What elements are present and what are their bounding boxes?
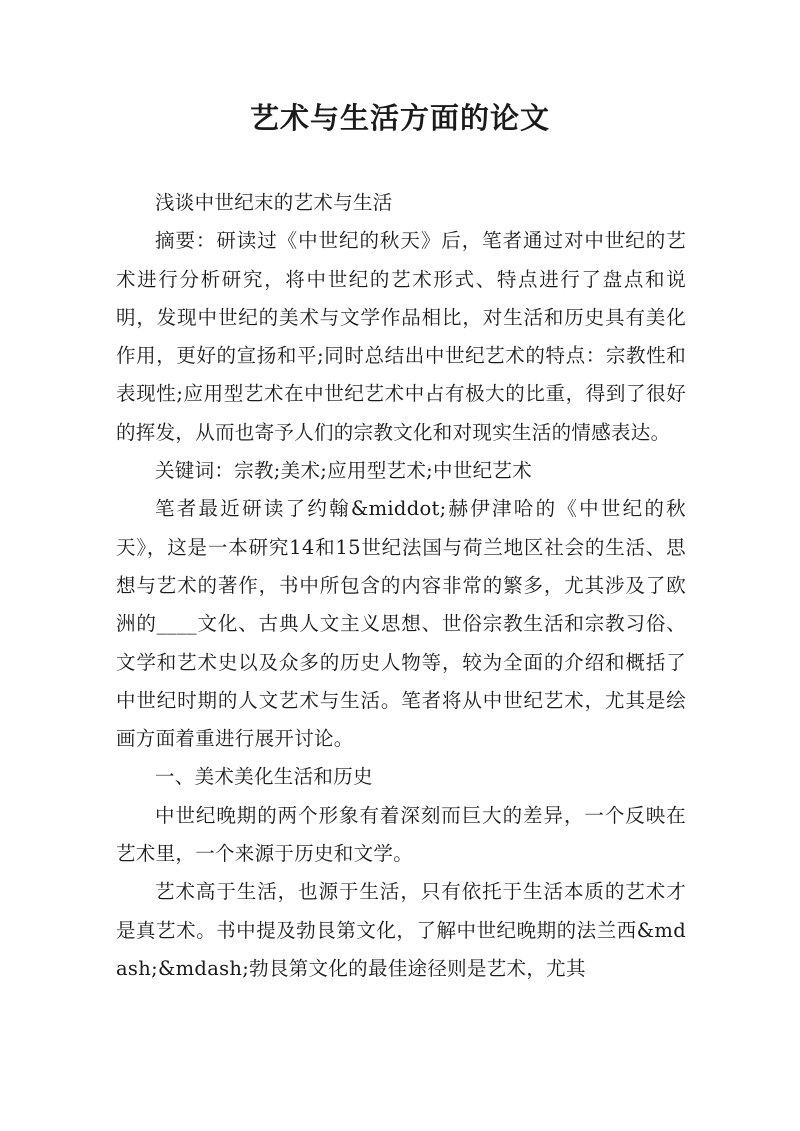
section-heading: 一、美术美化生活和历史 <box>155 765 373 789</box>
body-paragraph: 笔者最近研读了约翰&middot;赫伊津哈的《中世纪的秋天》，这是一本研究14和15世纪法国与荷兰地区社会的生活、思想与艺术的著作，书中所包含的内容非常的繁多，尤其涉及了欧洲的____文化、古典人文主义思想、世俗宗教生活和宗教习俗、文学和艺术史以及众多的历史人物等，较为全面的介绍和概括了中世纪时期的人文艺术与生活。笔者将从中世纪艺术，尤其是绘画方面着重进行展开讨论。 <box>116 497 686 751</box>
document-body <box>116 184 686 988</box>
article-subtitle: 浅谈中世纪末的艺术与生活 <box>155 191 393 214</box>
keywords-paragraph: 关键词：宗教;美术;应用型艺术;中世纪艺术 <box>155 459 533 483</box>
document-title: 艺术与生活方面的论文 <box>249 101 550 135</box>
abstract-paragraph: 摘要：研读过《中世纪的秋天》后，笔者通过对中世纪的艺术进行分析研究，将中世纪的艺术形式、特点进行了盘点和说明，发现中世纪的美术与文学作品相比，对生活和历史具有美化作用，更好的宣扬和平;同时总结出中世纪艺术的特点：宗教性和表现性;应用型艺术在中世纪艺术中占有极大的比重，得到了很好的挥发，从而也寄予人们的宗教文化和对现实生活的情感表达。 <box>116 229 686 444</box>
body-paragraph: 艺术高于生活，也源于生活，只有依托于生活本质的艺术才是真艺术。书中提及勃艮第文化，了解中世纪晚期的法兰西&mdash;&mdash;勃艮第文化的最佳途径则是艺术，尤其 <box>116 880 686 980</box>
body-paragraph: 中世纪晚期的两个形象有着深刻而巨大的差异，一个反映在艺术里，一个来源于历史和文学。 <box>116 803 686 866</box>
